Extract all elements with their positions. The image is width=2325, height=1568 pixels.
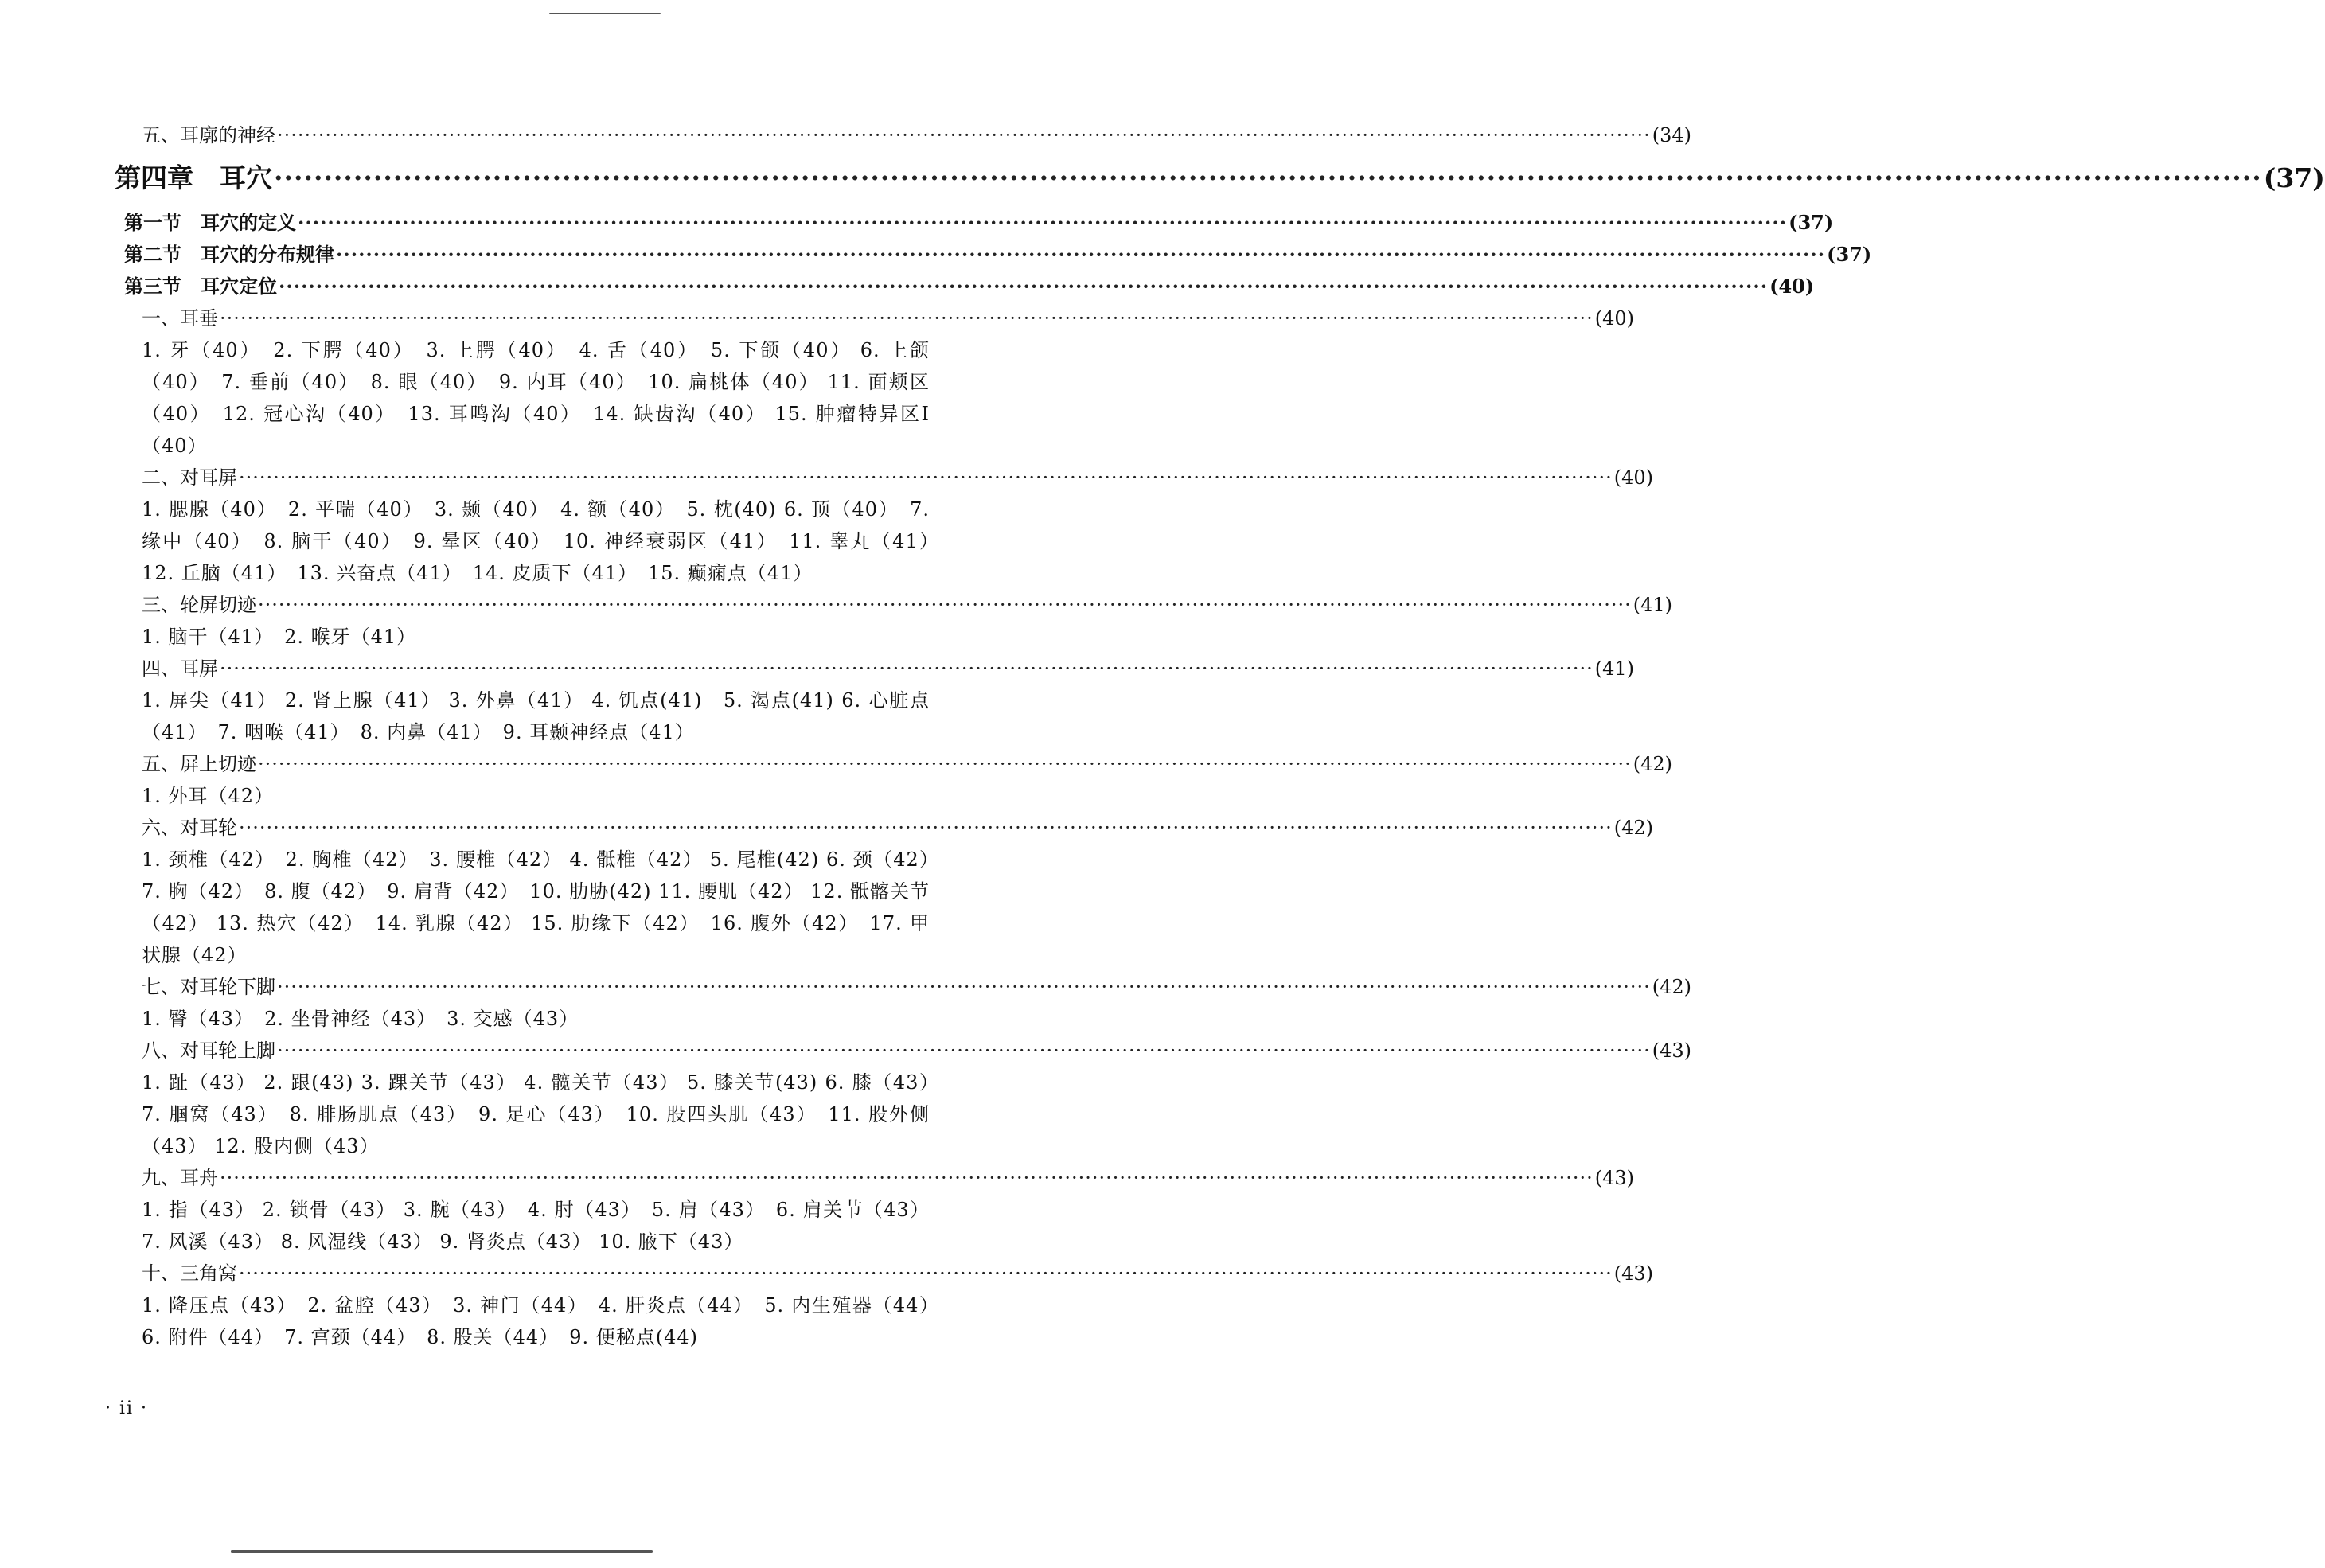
toc-entry-sub[interactable] [142, 653, 1635, 685]
toc-entry-page: (42) [1633, 753, 1673, 775]
toc-entry-sub[interactable] [142, 1258, 1654, 1289]
toc-entry-chapter[interactable] [115, 156, 2325, 201]
toc-entry-label: 一、耳垂 [142, 307, 218, 330]
table-of-contents [115, 119, 2325, 1353]
toc-entry-page: (37) [1827, 243, 1872, 266]
toc-entry-label: 第一节 耳穴的定义 [124, 211, 296, 234]
dot-leader: ········································································································································································································ [277, 124, 1651, 146]
toc-item-list: 1. 颈椎（42） 2. 胸椎（42） 3. 腰椎（42） 4. 骶椎（42） 5. 尾椎(42) 6. 颈（42） 7. 胸（42） 8. 腹（42） 9. 肩背（42） 10. 肋胁(42) 11. 腰肌（42） 12. 骶髂关节（42） 13. 热穴（42） 14. 乳腺（42） 15. 肋缘下（42） 16. 腹外（42） 17. 甲状腺（42） [142, 848, 950, 966]
toc-entry-label: 第二节 耳穴的分布规律 [124, 243, 334, 266]
toc-item-list: 1. 脑干（41） 2. 喉牙（41） [142, 626, 417, 648]
page-number: · ii · [105, 1398, 149, 1418]
toc-entry-label: 八、对耳轮上脚 [142, 1039, 275, 1062]
toc-entry-page: (41) [1633, 594, 1673, 616]
toc-item-list: 1. 趾（43） 2. 跟(43) 3. 踝关节（43） 4. 髋关节（43） 5. 膝关节(43) 6. 膝（43） 7. 腘窝（43） 8. 腓肠肌点（43） 9. 足心（43） 10. 股四头肌（43） 11. 股外侧（43） 12. 股内侧（43） [142, 1071, 950, 1157]
dot-leader: ········································································································································································································ [220, 1167, 1594, 1189]
dot-leader: ········································································································································································································ [239, 466, 1613, 489]
dot-leader: ········································································································································································································ [277, 976, 1651, 998]
dot-leader: ········································································································································································································ [220, 307, 1594, 330]
dot-leader: ········································································································································································································ [336, 243, 1826, 266]
toc-entry-label: 七、对耳轮下脚 [142, 976, 275, 998]
toc-entry-section[interactable] [124, 239, 1872, 271]
toc-entry-section[interactable] [124, 207, 1834, 239]
dot-leader: ········································································································································································································ [298, 211, 1788, 234]
toc-entry-label: 十、三角窝 [142, 1262, 237, 1285]
toc-entry-page: (42) [1652, 976, 1692, 998]
scan-mark-bottom [231, 1550, 653, 1553]
toc-entry-sub[interactable] [142, 589, 1673, 621]
dot-leader: ········································································································································································································ [274, 162, 2262, 193]
dot-leader: ········································································································································································································ [220, 657, 1594, 680]
toc-entry-label: 第四章 耳穴 [115, 162, 272, 193]
toc-entry-page: (43) [1652, 1039, 1692, 1062]
toc-entry-page: (37) [2263, 162, 2325, 193]
toc-entry-sub[interactable] [142, 1035, 1692, 1067]
toc-entry-sub[interactable] [142, 462, 1654, 493]
toc-entry-label: 四、耳屏 [142, 657, 218, 680]
toc-item-list: 1. 降压点（43） 2. 盆腔（43） 3. 神门（44） 4. 肝炎点（44） 5. 内生殖器（44） 6. 附件（44） 7. 宫颈（44） 8. 股关（44） 9. 便秘点(44) [142, 1294, 950, 1348]
toc-entry-sub[interactable] [142, 971, 1692, 1003]
toc-entry-label: 二、对耳屏 [142, 466, 237, 489]
toc-entry-page: (41) [1594, 657, 1635, 680]
toc-entry-page: (43) [1613, 1262, 1654, 1285]
toc-item-list: 1. 牙（40） 2. 下腭（40） 3. 上腭（40） 4. 舌（40） 5. 下颌（40） 6. 上颌（40） 7. 垂前（40） 8. 眼（40） 9. 内耳（40） 10. 扁桃体（40） 11. 面颊区（40） 12. 冠心沟（40） 13. 耳鸣沟（40） 14. 缺齿沟（40） 15. 肿瘤特异区Ⅰ（40） [142, 339, 930, 457]
toc-entry-page: (40) [1769, 275, 1815, 298]
toc-item-list: 1. 外耳（42） [142, 785, 275, 807]
toc-entry-label: 五、屏上切迹 [142, 753, 256, 775]
dot-leader: ········································································································································································································ [239, 1262, 1613, 1285]
toc-entry-page: (37) [1789, 211, 1834, 234]
toc-entry-label: 五、耳廓的神经 [142, 124, 275, 146]
toc-entry-sub[interactable] [142, 812, 1654, 844]
toc-item-list: 1. 臀（43） 2. 坐骨神经（43） 3. 交感（43） [142, 1008, 579, 1030]
toc-entry-page: (40) [1613, 466, 1654, 489]
toc-entry-page: (40) [1594, 307, 1635, 330]
toc-entry-sub[interactable] [142, 119, 1692, 151]
dot-leader: ········································································································································································································ [258, 753, 1632, 775]
toc-entry-page: (43) [1594, 1167, 1635, 1189]
toc-entry-sub[interactable] [142, 1162, 1635, 1194]
dot-leader: ········································································································································································································ [239, 817, 1613, 839]
toc-item-list: 1. 腮腺（40） 2. 平喘（40） 3. 颞（40） 4. 额（40） 5. 枕(40) 6. 顶（40） 7. 缘中（40） 8. 脑干（40） 9. 晕区（40） 10. 神经衰弱区（41） 11. 睾丸（41） 12. 丘脑（41） 13. 兴奋点（41） 14. 皮质下（41） 15. 癫痫点（41） [142, 498, 950, 584]
toc-entry-page: (34) [1652, 124, 1692, 146]
toc-item-list: 1. 指（43） 2. 锁骨（43） 3. 腕（43） 4. 肘（43） 5. 肩（43） 6. 肩关节（43） 7. 风溪（43） 8. 风湿线（43） 9. 肾炎点（43） 10. 腋下（43） [142, 1199, 930, 1253]
toc-entry-label: 第三节 耳穴定位 [124, 275, 277, 298]
dot-leader: ········································································································································································································ [277, 1039, 1651, 1062]
toc-item-list: 1. 屏尖（41） 2. 肾上腺（41） 3. 外鼻（41） 4. 饥点(41) 5. 渴点(41) 6. 心脏点（41） 7. 咽喉（41） 8. 内鼻（41） 9. 耳颞神经点（41） [142, 689, 930, 743]
toc-entry-label: 九、耳舟 [142, 1167, 218, 1189]
dot-leader: ········································································································································································································ [279, 275, 1769, 298]
toc-entry-page: (42) [1613, 817, 1654, 839]
toc-entry-sub[interactable] [142, 748, 1673, 780]
toc-entry-label: 六、对耳轮 [142, 817, 237, 839]
toc-entry-sub[interactable] [142, 302, 1635, 334]
dot-leader: ········································································································································································································ [258, 594, 1632, 616]
toc-entry-label: 三、轮屏切迹 [142, 594, 256, 616]
toc-entry-section[interactable] [124, 271, 1815, 302]
scan-mark-top [549, 13, 661, 14]
